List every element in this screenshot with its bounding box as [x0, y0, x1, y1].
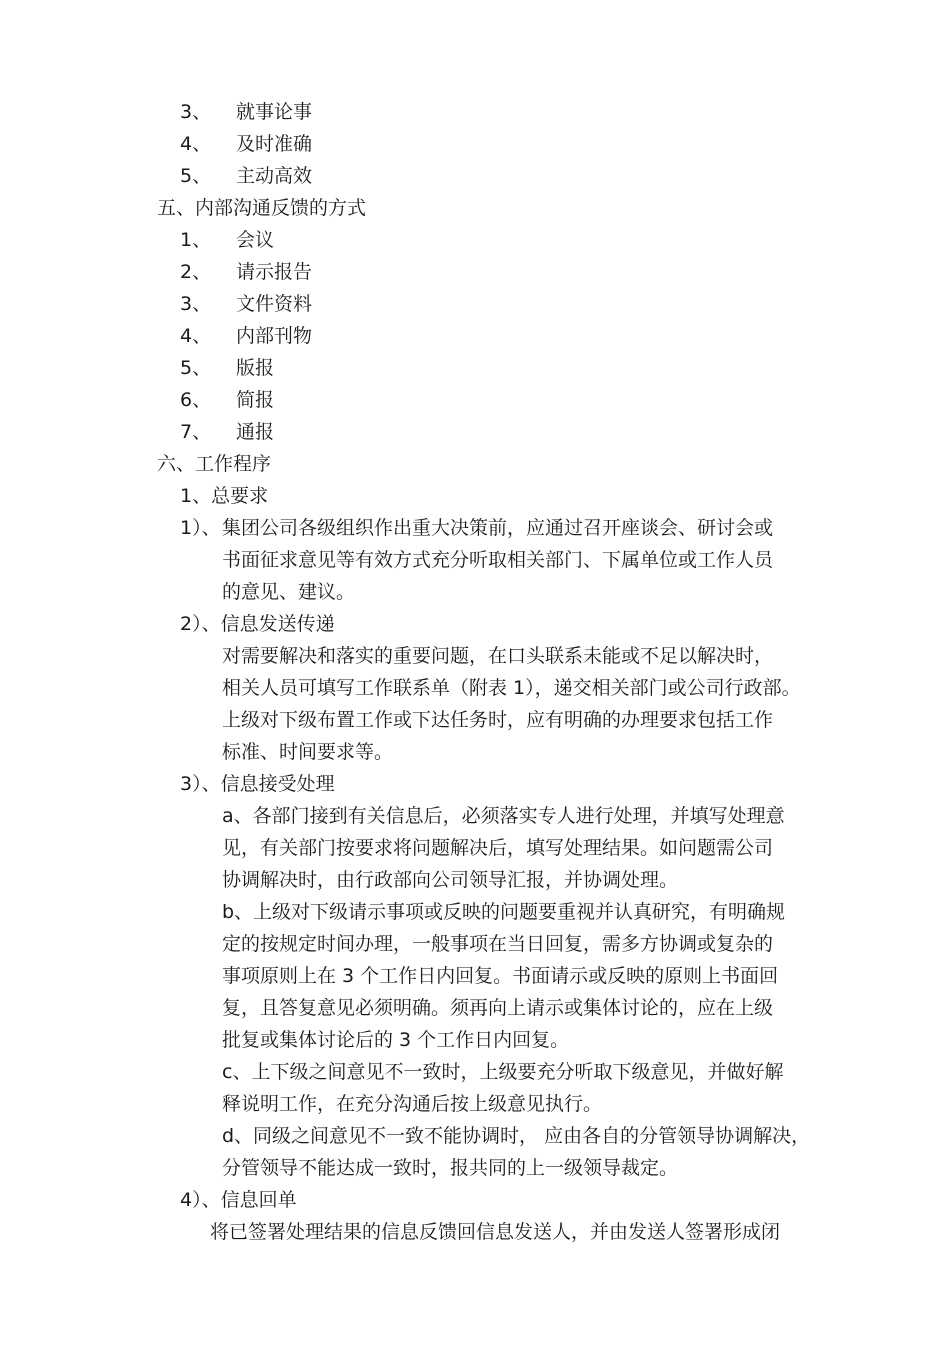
paragraph-line: 将已签署处理结果的信息反馈回信息发送人，并由发送人签署形成闭	[210, 1221, 781, 1243]
paragraph-line: 协调解决时，由行政部向公司领导汇报，并协调处理。	[222, 869, 679, 891]
paragraph-number: 1）、	[180, 517, 221, 539]
paragraph-line: 集团公司各级组织作出重大决策前，应通过召开座谈会、研讨会或	[222, 517, 774, 539]
paragraph-line: 见，有关部门按要求将问题解决后，填写处理结果。如问题需公司	[222, 837, 774, 859]
list-item-number: 2、	[180, 261, 212, 283]
paragraph-line: 复，且答复意见必须明确。须再向上请示或集体讨论的，应在上级	[222, 997, 774, 1019]
paragraph-line: 分管领导不能达成一致时，报共同的上一级领导裁定。	[222, 1157, 679, 1179]
list-item-text: 及时准确	[236, 133, 313, 155]
list-item-number: 5、	[180, 357, 212, 379]
list-item-number: 6、	[180, 389, 212, 411]
paragraph-line: d、同级之间意见不一致不能协调时， 应由各自的分管领导协调解决，	[222, 1125, 811, 1147]
list-item-text: 文件资料	[236, 293, 313, 315]
list-item-text: 内部刊物	[236, 325, 313, 347]
paragraph-line: 相关人员可填写工作联系单（附表 1），递交相关部门或公司行政部。	[222, 677, 801, 699]
paragraph-line: 上级对下级布置工作或下达任务时，应有明确的办理要求包括工作	[222, 709, 774, 731]
paragraph-line: 释说明工作，在充分沟通后按上级意见执行。	[222, 1093, 603, 1115]
list-item-text: 就事论事	[236, 101, 313, 123]
list-item-number: 1、	[180, 229, 212, 251]
list-item-text: 版报	[236, 357, 275, 379]
list-item-text: 通报	[236, 421, 275, 443]
subsection-heading: 4）、信息回单	[180, 1189, 297, 1211]
list-item-number: 5、	[180, 165, 212, 187]
list-item-number: 4、	[180, 325, 212, 347]
list-item-number: 7、	[180, 421, 212, 443]
paragraph-line: 标准、时间要求等。	[222, 741, 394, 763]
paragraph-line: a、各部门接到有关信息后，必须落实专人进行处理，并填写处理意	[222, 805, 785, 827]
paragraph-line: 定的按规定时间办理，一般事项在当日回复，需多方协调或复杂的	[222, 933, 774, 955]
paragraph-line: b、上级对下级请示事项或反映的问题要重视并认真研究，有明确规	[222, 901, 786, 923]
paragraph-line: 书面征求意见等有效方式充分听取相关部门、下属单位或工作人员	[222, 549, 774, 571]
list-item-text: 会议	[236, 229, 275, 251]
list-item-number: 3、	[180, 293, 212, 315]
subsection-heading: 2）、信息发送传递	[180, 613, 335, 635]
paragraph-line: 对需要解决和落实的重要问题，在口头联系未能或不足以解决时，	[222, 645, 774, 667]
list-item-text: 简报	[236, 389, 275, 411]
paragraph-line: 事项原则上在 3 个工作日内回复。书面请示或反映的原则上书面回	[222, 965, 779, 987]
subsection-heading: 1、总要求	[180, 485, 269, 507]
paragraph-line: 的意见、建议。	[222, 581, 356, 603]
list-item-number: 4、	[180, 133, 212, 155]
list-item-number: 3、	[180, 101, 212, 123]
paragraph-line: c、上下级之间意见不一致时，上级要充分听取下级意见，并做好解	[222, 1061, 784, 1083]
section-heading: 六、工作程序	[157, 453, 272, 475]
subsection-heading: 3）、信息接受处理	[180, 773, 335, 795]
list-item-text: 主动高效	[236, 165, 313, 187]
list-item-text: 请示报告	[236, 261, 313, 283]
paragraph-line: 批复或集体讨论后的 3 个工作日内回复。	[222, 1029, 570, 1051]
section-heading: 五、内部沟通反馈的方式	[157, 197, 367, 219]
